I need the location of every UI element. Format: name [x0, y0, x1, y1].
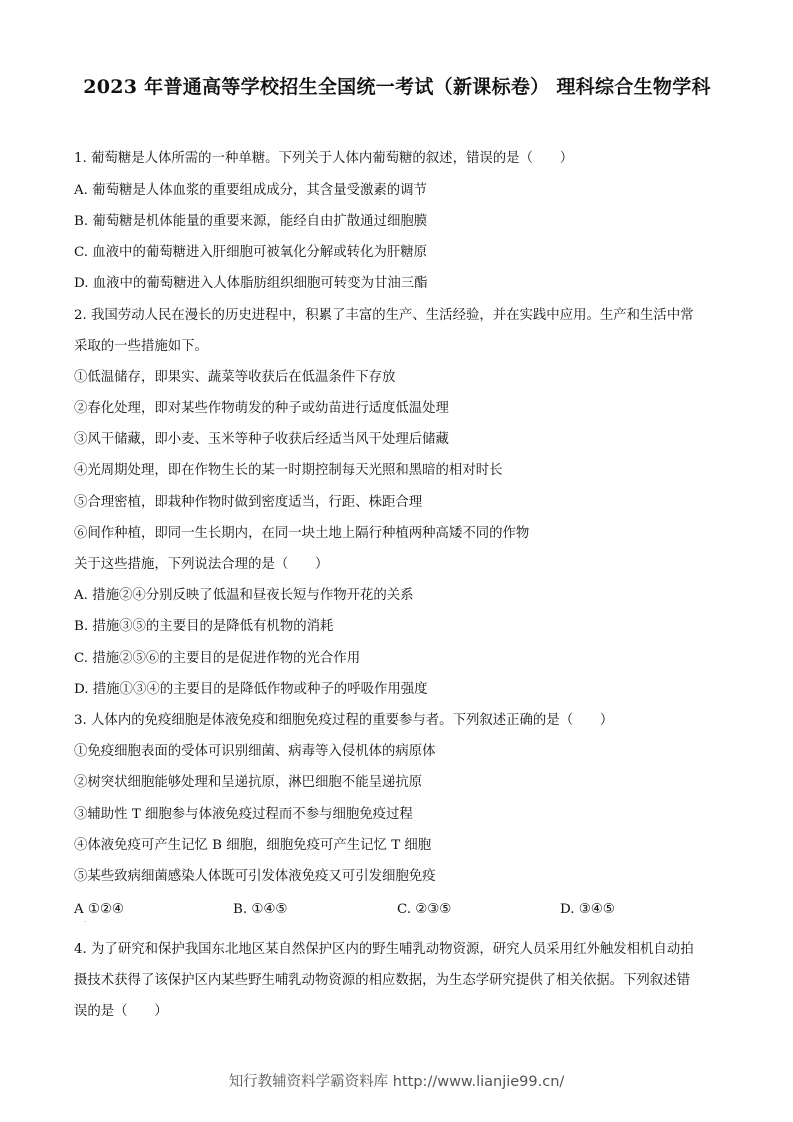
question-3-stem: 3. 人体内的免疫细胞是体液免疫和细胞免疫过程的重要参与者。下列叙述正确的是（ ）: [74, 713, 614, 728]
question-3-item-1: ①免疫细胞表面的受体可识别细菌、病毒等入侵机体的病原体: [74, 744, 436, 759]
question-3-item-5: ⑤某些致病细菌感染人体既可引发体液免疫又可引发细胞免疫: [74, 869, 436, 884]
question-2-item-2: ②春化处理，即对某些作物萌发的种子或幼苗进行适度低温处理: [74, 401, 449, 416]
question-3-item-3: ③辅助性 T 细胞参与体液免疫过程而不参与细胞免疫过程: [74, 807, 413, 822]
question-3-option-b: B. ①④⑤: [233, 902, 288, 917]
question-3-option-c: C. ②③⑤: [397, 902, 452, 917]
question-3-options: [74, 900, 734, 920]
question-1-option-c: C. 血液中的葡萄糖进入肝细胞可被氧化分解或转化为肝糖原: [74, 245, 428, 260]
question-3-option-d: D. ③④⑤: [560, 902, 615, 917]
question-2-prompt: 关于这些措施，下列说法合理的是（ ）: [74, 557, 329, 572]
question-2-option-b: B. 措施③⑤的主要目的是降低有机物的消耗: [74, 619, 334, 634]
question-2-option-d: D. 措施①③④的主要目的是降低作物或种子的呼吸作用强度: [74, 682, 428, 697]
question-2-option-c: C. 措施②⑤⑥的主要目的是促进作物的光合作用: [74, 651, 361, 666]
question-2-item-1: ①低温储存，即果实、蔬菜等收获后在低温条件下存放: [74, 370, 396, 385]
question-1-option-d: D. 血液中的葡萄糖进入人体脂肪组织细胞可转变为甘油三酯: [74, 276, 428, 291]
question-1-option-a: A. 葡萄糖是人体血浆的重要组成成分，其含量受激素的调节: [74, 183, 427, 198]
page-footer: 知行教辅资料学霸资料库 http://www.lianjie99.cn/: [228, 1074, 565, 1090]
question-2-stem-line-1: 2. 我国劳动人民在漫长的历史进程中，积累了丰富的生产、生活经验，并在实践中应用。生产和生活中常: [74, 308, 694, 323]
question-2-item-6: ⑥间作种植，即同一生长期内，在同一块土地上隔行种植两种高矮不同的作物: [74, 526, 530, 541]
question-2-item-3: ③风干储藏，即小麦、玉米等种子收获后经适当风干处理后储藏: [74, 432, 449, 447]
question-1-stem: 1. 葡萄糖是人体所需的一种单糖。下列关于人体内葡萄糖的叙述，错误的是（ ）: [74, 151, 574, 166]
question-4-stem-line-2: 摄技术获得了该保护区内某些野生哺乳动物资源的相应数据，为生态学研究提供了相关依据。下列叙述错: [74, 973, 690, 988]
question-2-item-4: ④光周期处理，即在作物生长的某一时期控制每天光照和黑暗的相对时长: [74, 463, 503, 478]
question-4-stem-line-1: 4. 为了研究和保护我国东北地区某自然保护区内的野生哺乳动物资源，研究人员采用红外触发相机自动拍: [74, 942, 694, 957]
question-3-item-4: ④体液免疫可产生记忆 B 细胞，细胞免疫可产生记忆 T 细胞: [74, 838, 432, 853]
question-2-item-5: ⑤合理密植，即栽种作物时做到密度适当，行距、株距合理: [74, 495, 423, 510]
question-3-option-a: A ①②④: [74, 902, 124, 917]
question-2-option-a: A. 措施②④分别反映了低温和昼夜长短与作物开花的关系: [74, 588, 414, 603]
exam-title: 2023 年普通高等学校招生全国统一考试（新课标卷） 理科综合生物学科: [83, 76, 711, 98]
question-1-option-b: B. 葡萄糖是机体能量的重要来源，能经自由扩散通过细胞膜: [74, 214, 428, 229]
question-4-stem-line-3: 误的是（ ）: [74, 1004, 168, 1019]
stray-mark: ·: [84, 919, 86, 926]
question-2-stem-line-2: 采取的一些措施如下。: [74, 339, 208, 354]
question-3-item-2: ②树突状细胞能够处理和呈递抗原，淋巴细胞不能呈递抗原: [74, 775, 423, 790]
